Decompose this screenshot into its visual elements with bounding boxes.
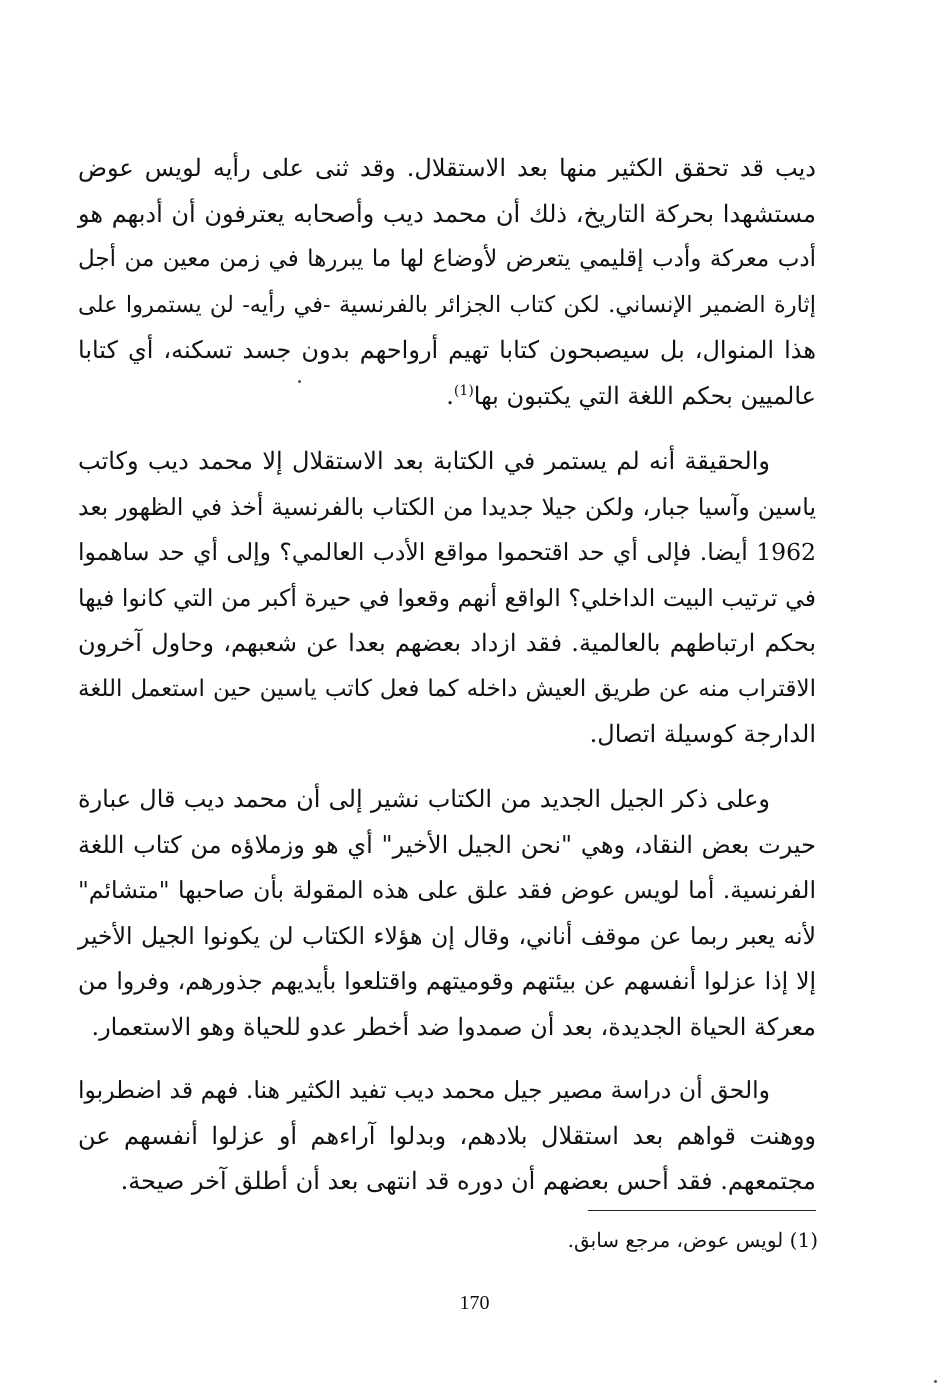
- paragraph-line-last: مجتمعهم. فقد أحس بعضهم أن دوره قد انتهى بعد أن أطلق آخر صيحة.: [120, 1167, 816, 1195]
- paragraph-3: [78, 777, 816, 1050]
- paragraph-line: الفرنسية. أما لويس عوض فقد علق على هذه المقولة بأن صاحبها "متشائم": [78, 876, 816, 904]
- paragraph-line: ووهنت قواهم بعد استقلال بلادهم، وبدلوا آراءهم أو عزلوا أنفسهم عن: [78, 1121, 816, 1150]
- paragraph-line: حيرت بعض النقاد، وهي "نحن الجيل الأخير" أي هو وزملاؤه من كتاب اللغة: [78, 830, 816, 859]
- paragraph-line: والحق أن دراسة مصير جيل محمد ديب تفيد الكثير هنا. فهم قد اضطربوا: [78, 1076, 770, 1104]
- footnote-separator: [588, 1210, 816, 1211]
- footnote-reference[interactable]: (1): [453, 382, 474, 399]
- sentence-end: .: [446, 381, 454, 410]
- paragraph-line: في ترتيب البيت الداخلي؟ الواقع أنهم وقعوا في حيرة أكبر من التي كانوا فيها: [78, 583, 816, 612]
- paragraph-line: 1962 أيضا. فإلى أي حد اقتحموا مواقع الأدب العالمي؟ وإلى أي حد ساهموا: [78, 538, 816, 566]
- page-number: 170: [459, 1292, 490, 1314]
- paragraph-line: إثارة الضمير الإنساني. لكن كتاب الجزائر بالفرنسية -في رأيه- لن يستمروا على: [78, 291, 816, 318]
- footnote-marker: (1): [789, 1228, 818, 1252]
- footnote: [568, 1228, 818, 1252]
- paragraph-line: الاقتراب منه عن طريق العيش داخله كما فعل كاتب ياسين حين استعمل اللغة: [78, 675, 816, 702]
- paragraph-line: إلا إذا عزلوا أنفسهم عن بيئتهم وقوميتهم واقتلعوا بأيديهم جذورهم، وفروا من: [78, 967, 816, 995]
- paragraph-line: هذا المنوال، بل سيصبحون كتابا تهيم أرواحهم بدون جسد تسكنه، أي كتابا: [78, 336, 816, 364]
- paragraph-line: ياسين وآسيا جبار، ولكن جيلا جديدا من الكتاب بالفرنسية أخذ في الظهور بعد: [78, 492, 816, 521]
- paragraph-line-last: الدارجة كوسيلة اتصال.: [589, 720, 816, 748]
- paragraph-line: والحقيقة أنه لم يستمر في الكتابة بعد الاستقلال إلا محمد ديب وكاتب: [78, 447, 770, 475]
- paragraph-line: لأنه يعبر ربما عن موقف أناني، وقال إن هؤلاء الكتاب لن يكونوا الجيل الأخير: [78, 921, 816, 950]
- paragraph-1: [78, 146, 816, 419]
- paragraph-line: أدب معركة وأدب إقليمي يتعرض لأوضاع لها ما يبررها في زمن معين من أجل: [78, 246, 816, 272]
- paragraph-line: مستشهدا بحركة التاريخ، ذلك أن محمد ديب وأصحابه يعترفون أن أدبهم هو: [78, 199, 816, 228]
- paragraph-4: [78, 1068, 816, 1205]
- paragraph-2: [78, 439, 816, 758]
- paragraph-line: بحكم ارتباطهم بالعالمية. فقد ازداد بعضهم بعدا عن شعبهم، وحاول آخرون: [78, 629, 816, 657]
- paragraph-line-text: عالميين بحكم اللغة التي يكتبون بها: [473, 381, 816, 410]
- scan-speck: [934, 1380, 937, 1383]
- paragraph-line: وعلى ذكر الجيل الجديد من الكتاب نشير إلى أن محمد ديب قال عبارة: [78, 785, 770, 813]
- paragraph-line-last: [78, 374, 816, 420]
- footnote-text: لويس عوض، مرجع سابق.: [567, 1228, 784, 1252]
- paragraph-line: ديب قد تحقق الكثير منها بعد الاستقلال. وقد ثنى على رأيه لويس عوض: [78, 154, 816, 182]
- paragraph-line-last: معركة الحياة الجديدة، بعد أن صمدوا ضد أخطر عدو للحياة وهو الاستعمار.: [91, 1012, 816, 1041]
- scan-speck: [298, 380, 301, 383]
